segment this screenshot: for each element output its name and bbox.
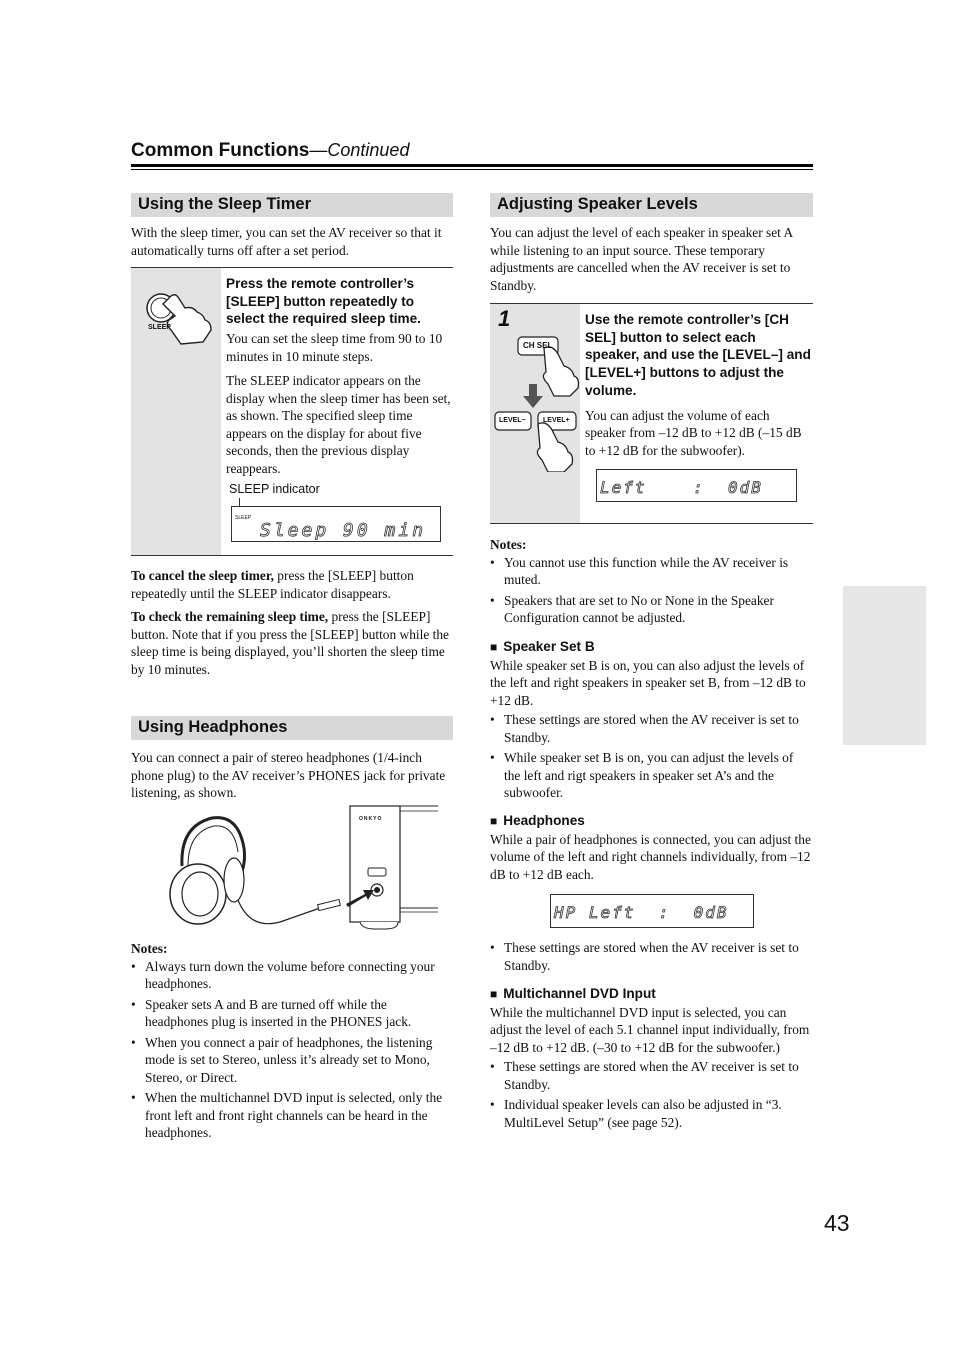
header-rule-thin [131, 169, 813, 170]
speaker-levels-heading-bar [490, 193, 813, 217]
sleep-lcd-indicator: SLEEP [235, 515, 252, 521]
headphones-illustration [160, 804, 440, 932]
list-item: • Speakers that are set to No or None in the Speaker Configuration cannot be adjusted. [490, 592, 813, 627]
speaker-set-b-heading: ■ Speaker Set B [490, 638, 813, 657]
headphones-heading-bar [131, 716, 453, 740]
check-sleep-bold: To check the remaining sleep time, [131, 609, 329, 624]
sleep-step-box [131, 267, 453, 556]
sleep-lcd-display [231, 506, 441, 542]
speaker-notes [490, 536, 813, 630]
sleep-indicator-label: SLEEP indicator [229, 482, 320, 496]
speaker-notes-title: Notes: [490, 537, 527, 552]
speaker-notes-list [490, 554, 813, 627]
sleep-button-illustration [141, 286, 216, 346]
headphones-level-section [490, 812, 813, 883]
speaker-step-content [585, 311, 811, 459]
list-item: • While speaker set B is on, you can adjust the levels of the left and rigt speakers in speaker set A’s and the subwoofer. [490, 749, 813, 802]
check-sleep-text: press the [SLEEP] button. Note that if you press the [SLEEP] button while the sleep time is being displayed, you’ll shorten the sleep time by 10 minutes. [131, 609, 449, 677]
headphones-level-heading: ■ Headphones [490, 812, 813, 831]
level-plus-button-label: LEVEL+ [543, 417, 570, 424]
hp-bullet-list [490, 939, 813, 974]
cancel-sleep-bold: To cancel the sleep timer, [131, 568, 274, 583]
headphones-intro: You can connect a pair of stereo headphones (1/4-inch phone plug) to the AV receiver’s PHONES jack for private listening, as shown. [131, 750, 446, 800]
speaker-set-b-section [490, 638, 813, 805]
headphones-level-text: While a pair of headphones is connected, you can adjust the volume of the left and right channels individually, from –12 dB to +12 dB each. [490, 831, 811, 882]
receiver-brand-logo: ONKYO [359, 816, 383, 822]
header-continued: —Continued [309, 140, 410, 160]
cancel-sleep-text: press the [SLEEP] button repeatedly until the SLEEP indicator disappears. [131, 568, 414, 601]
header-rule-thick [131, 164, 813, 167]
list-item: • These settings are stored when the AV receiver is set to Standby. [490, 1058, 813, 1093]
sleep-timer-heading: Using the Sleep Timer [138, 195, 311, 213]
speaker-step-title: Use the remote controller’s [CH SEL] button to select each speaker, and use the [LEVEL–] and [LEVEL+] buttons to adjust the volume. [585, 312, 811, 398]
list-item: • Individual speaker levels can also be adjusted in “3. MultiLevel Setup” (see page 52). [490, 1096, 813, 1131]
cancel-sleep-paragraph [131, 567, 453, 602]
hp-lcd-display [550, 894, 754, 928]
list-item: • Speaker sets A and B are turned off while the headphones plug is inserted in the PHONES jack. [131, 996, 453, 1031]
sleep-timer-intro: With the sleep timer, you can set the AV receiver so that it automatically turns off after a set period. [131, 225, 442, 258]
check-sleep-paragraph [131, 608, 453, 678]
dvd-input-heading: ■ Multichannel DVD Input [490, 985, 813, 1004]
speaker-lcd-text: Left : 0dB [600, 478, 763, 497]
speaker-set-b-text: While speaker set B is on, you can also adjust the levels of the left and right speakers in speaker set B, from –12 dB to +12 dB. [490, 657, 806, 708]
step-number: 1 [498, 306, 511, 331]
sleep-timer-heading-bar [131, 193, 453, 217]
hp-lcd-text: HP Left : 0dB [554, 903, 729, 922]
speaker-lcd-display [596, 469, 797, 502]
headphones-notes-list [131, 958, 453, 1142]
headphones-notes-title: Notes: [131, 941, 168, 956]
headphones-receiver-icon [160, 804, 440, 932]
page-header [131, 140, 813, 162]
speaker-levels-intro: You can adjust the level of each speaker in speaker set A while listening to an input source. These temporary adjustments are cancelled when the AV receiver is set to Standby. [490, 225, 793, 293]
dvd-input-list [490, 1058, 813, 1131]
dvd-input-text: While the multichannel DVD input is selected, you can adjust the level of each 5.1 channel input individually, from –12 dB to +12 dB. (–30 to +12 dB for the subwoofer.) [490, 1004, 810, 1055]
page-number: 43 [824, 1210, 850, 1236]
side-tab [843, 586, 926, 745]
list-item: • These settings are stored when the AV receiver is set to Standby. [490, 711, 813, 746]
remote-finger-icon [492, 332, 580, 472]
list-item: • When you connect a pair of headphones, the listening mode is set to Stereo, unless it’s already set to Mono, Stereo, or Direct. [131, 1034, 453, 1087]
speaker-step-box [490, 303, 813, 524]
headphones-heading: Using Headphones [138, 718, 288, 736]
speaker-levels-heading: Adjusting Speaker Levels [497, 195, 698, 213]
list-item: • You cannot use this function while the AV receiver is muted. [490, 554, 813, 589]
remote-buttons-illustration [492, 332, 580, 472]
sleep-lcd-text: Sleep 90 min [260, 520, 427, 541]
speaker-step-text: You can adjust the volume of each speaker from –12 dB to +12 dB (–15 dB to +12 dB for the subwoofer). [585, 407, 802, 458]
headphones-level-bullets [490, 939, 813, 977]
sleep-step-text1: You can set the sleep time from 90 to 10 minutes in 10 minute steps. [226, 331, 443, 364]
list-item: • When the multichannel DVD input is selected, only the front left and front right channels can be heard in the headphones. [131, 1089, 453, 1142]
sleep-button-label: SLEEP [148, 324, 171, 331]
sleep-step-text2: The SLEEP indicator appears on the display when the sleep timer has been set, as shown. The specified sleep time appears on the display for about five seconds, then the previous display reappears. [226, 373, 451, 476]
ch-sel-button-label: CH SEL [523, 341, 553, 350]
level-minus-button-label: LEVEL− [499, 417, 526, 424]
speaker-set-b-list [490, 711, 813, 802]
finger-press-icon [141, 286, 216, 346]
headphones-notes [131, 940, 453, 1145]
dvd-input-section [490, 985, 813, 1134]
header-title: Common Functions [131, 140, 310, 161]
sleep-step-content [226, 275, 452, 477]
sleep-step-title: Press the remote controller’s [SLEEP] button repeatedly to select the required sleep time. [226, 276, 421, 327]
list-item: • Always turn down the volume before connecting your headphones. [131, 958, 453, 993]
list-item: • These settings are stored when the AV receiver is set to Standby. [490, 939, 813, 974]
